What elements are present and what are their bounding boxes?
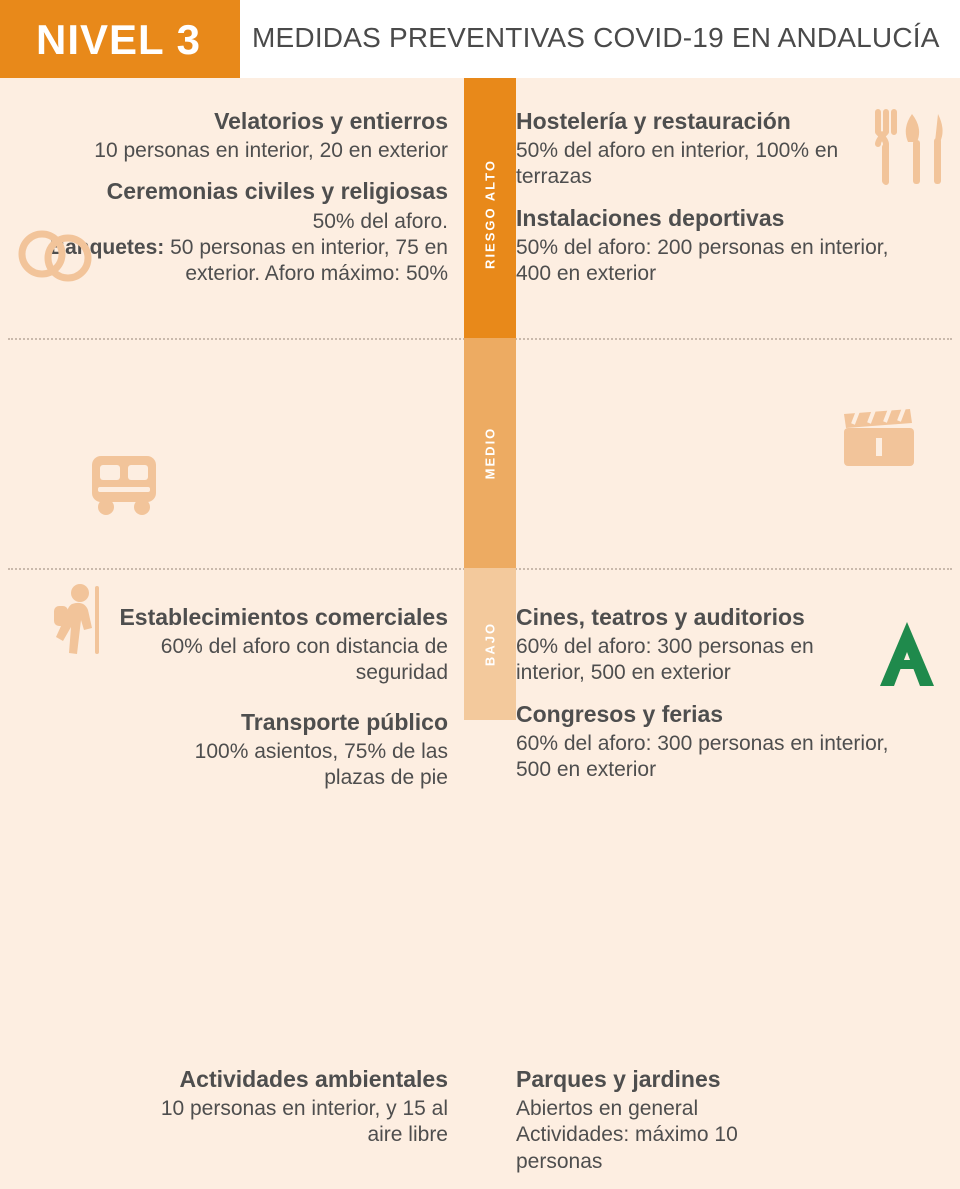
measure-desc: 60% del aforo con distancia de seguridad <box>160 635 448 685</box>
measure-title: Actividades ambientales <box>179 1066 448 1092</box>
measures-grid <box>0 90 960 1173</box>
measure-transporte-publico <box>8 709 448 792</box>
measure-desc: 60% del aforo: 300 personas en interior, 500 en exterior <box>516 635 814 685</box>
measure-title: Cines, teatros y auditorios <box>516 604 805 630</box>
risk-band-low-label: BAJO <box>482 621 498 667</box>
row-low-right-column <box>516 1066 952 1189</box>
measure-title: Hostelería y restauración <box>516 108 791 134</box>
measure-desc: 10 personas en interior, y 15 al aire libre <box>160 1097 448 1147</box>
measure-desc: 10 personas en interior, 20 en exterior <box>94 139 448 163</box>
measure-instalaciones-deportivas <box>516 205 952 288</box>
hiker-icon <box>50 582 108 665</box>
wedding-rings-icon <box>16 222 94 291</box>
measure-title: Establecimientos comerciales <box>119 604 448 630</box>
measure-title: Congresos y ferias <box>516 700 724 727</box>
measure-title: Instalaciones deportivas <box>516 204 785 231</box>
bus-icon <box>86 452 162 523</box>
measure-actividades-ambientales <box>8 1066 448 1149</box>
row-low-left-column <box>8 1066 456 1163</box>
junta-andalucia-logo <box>876 620 938 695</box>
cutlery-icon <box>868 108 948 191</box>
level-badge-label: NIVEL 3 <box>36 16 201 63</box>
measure-desc-banquetes-value: 50 personas en interior, 75 en exterior. Aforo máximo: 50% <box>170 235 448 285</box>
risk-band-medium-label: MEDIO <box>482 426 498 480</box>
page-title: MEDIDAS PREVENTIVAS COVID-19 EN ANDALUCÍA <box>252 22 940 53</box>
measure-title: Velatorios y entierros <box>214 108 448 134</box>
measure-title: Parques y jardines <box>516 1066 721 1092</box>
measure-desc: 100% asientos, 75% de las plazas de pie <box>194 739 448 789</box>
measure-velatorios <box>8 108 448 164</box>
measure-desc: 50% del aforo. <box>312 209 448 233</box>
measure-desc: 50% del aforo en interior, 100% en terrazas <box>516 139 839 189</box>
measure-desc: Abiertos en general Actividades: máximo 10 personas <box>516 1097 738 1173</box>
measure-desc-banquetes-label: Banquetes: <box>49 235 165 259</box>
header-orange-tab <box>464 78 516 90</box>
header <box>0 0 960 88</box>
clapperboard-icon <box>840 408 918 475</box>
measure-desc: 50% del aforo: 200 personas en interior, 400 en exterior <box>516 235 889 285</box>
risk-band-high-label: RIESGO ALTO <box>482 159 498 269</box>
measure-title: Transporte público <box>240 708 448 735</box>
row-high-risk <box>0 90 960 338</box>
measure-desc: 60% del aforo: 300 personas en interior, 500 en exterior <box>516 731 889 781</box>
measure-title: Ceremonias civiles y religiosas <box>106 178 448 205</box>
measure-parques-jardines <box>516 1066 952 1175</box>
